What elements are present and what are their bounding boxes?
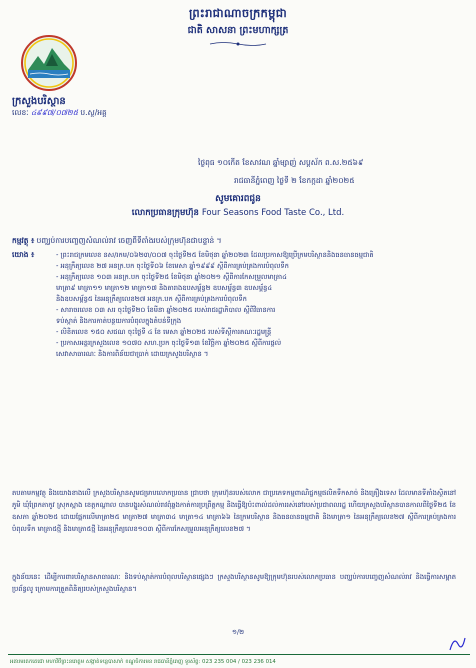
ministry-logo bbox=[20, 34, 78, 92]
reference-item: - ប្រកាសអន្តរក្រសួងលេខ ១០៧០ សហ.ប្រក ចុះថ្ងៃទី១៣ ខែវិច្ឆិកា ឆ្នាំ២០២៥ ស្តីពីការផ្តល់ bbox=[56, 339, 282, 347]
recipient bbox=[0, 208, 476, 220]
reference-item: មាត្រា៩ មាត្រា១១ មាត្រា១២ មាត្រា១៧ និងតារាងឧបសម្ព័ន្ធ២ ឧបសម្ព័ន្ធ៣ ឧបសម្ព័ន្ធ៤ bbox=[56, 284, 273, 292]
footer-divider bbox=[8, 654, 470, 655]
ref-handwritten: ៤៩៩៧/០៧២៥ bbox=[30, 108, 79, 117]
reference-item: និងឧបសម្ព័ន្ធ៥ នៃអនុក្រឹត្យលេខ២៧ អនក្រ.បក ស្តីពីការគ្រប់គ្រងការបំពុលទឹក bbox=[56, 295, 247, 303]
handwritten-initial bbox=[446, 632, 468, 656]
ornament-divider bbox=[208, 41, 268, 47]
reference-number bbox=[12, 108, 107, 119]
solar-date: រាជធានីភ្នំពេញ ថ្ងៃទី ២ ខែកក្កដា ឆ្នាំ២០២៥ bbox=[234, 176, 355, 185]
recipient-title: លោកប្រធានក្រុមហ៊ុន bbox=[131, 208, 199, 218]
reference-item: ទប់ស្កាត់ និងការកាត់បន្ថយការបំពុលក្នុងតំបន់ទីក្រុង bbox=[56, 317, 182, 325]
reference-item: - លិខិតលេខ ១៥០ សជណ ចុះថ្ងៃទី ៤ ខែ មេសា ឆ្នាំ២០២៥ របស់ទីស្តីការគណៈរដ្ឋមន្ត្រី bbox=[56, 328, 272, 336]
ref-suffix: ប.ស្ថ/អគ្គ bbox=[80, 108, 107, 117]
footer-address: អគារមរតកតេជោ មហាវិថីព្រះនរោត្តម សង្កាត់ទន្លេបាសាក់ ខណ្ឌចំការមន រាជធានីភ្នំពេញ ទូរស័ព្ទ: 023 235 004 / 023 236 014 bbox=[10, 659, 276, 665]
reference-item: - អនុក្រឹត្យលេខ ២៧ អនក្រ.បក ចុះថ្ងៃទី០៦ ខែមេសា ឆ្នាំ១៩៩៩ ស្តីពីការគ្រប់គ្រងការបំពុលទឹក bbox=[56, 262, 289, 270]
subject-text: បញ្ឈប់ការបញ្ចេញសំណល់រាវ ចេញពីទីតាំងរបស់ក្រុមហ៊ុនជាបន្ទាន់ ។ bbox=[36, 236, 222, 245]
ref-prefix: លេខៈ bbox=[12, 108, 29, 117]
page-number: ១/២ bbox=[231, 628, 245, 636]
reference-item: - អនុក្រឹត្យលេខ ១០៣ អនក្រ.បក ចុះថ្ងៃទី២៥ ខែមិថុនា ឆ្នាំ២០២១ ស្តីពីការកែសម្រួលមាត្រា៤ bbox=[56, 273, 287, 281]
subject-line bbox=[12, 236, 452, 247]
subject-label: កម្មវត្ថុ ៖ bbox=[12, 236, 35, 245]
kingdom-header: ព្រះរាជាណាចក្រកម្ពុជា bbox=[189, 6, 287, 20]
reference-item: - សារាចរលេខ ០៣ សរ ចុះថ្ងៃទី២០ ខែមីនា ឆ្នាំ២០២៥ របស់រាជរដ្ឋាភិបាល ស្តីពីវិធានការ bbox=[56, 306, 276, 314]
ministry-name: ក្រសួងបរិស្ថាន bbox=[12, 96, 66, 107]
body-paragraph-2: ក្នុងន័យនេះ ដើម្បីការពារបរិស្ថានសាធារណៈ និងទប់ស្កាត់ការបំពុលបរិស្ថានផ្សេងៗ ក្រសួងបរិស្ថានសូមឱ្យក្រុមហ៊ុនរបស់លោកប្រធាន បញ្ឈប់ការបញ្ចេញសំណល់រាវ និងធ្វើការសម្អាតប្រព័ន្ធលូ ក្រោមការត្រួតពិនិត្យរបស់ក្រសួងបរិស្ថាន។ bbox=[12, 573, 456, 593]
lunar-date: ថ្ងៃពុធ ១០កើត ខែសាវណ ឆ្នាំម្សាញ់ សប្តស័ក ព.ស.២៥៦៩ bbox=[198, 158, 364, 167]
body-paragraph-1: តបតាមកម្មវត្ថុ និងយោងខាងលើ ក្រសួងបរិស្ថានសូមជម្រាបលោកប្រធាន ជ្រាបថា ក្រុមហ៊ុនរបស់លោក ជាប្រភេទកម្មពាណិជ្ជកម្មផលិតទឹកសាច់ និងគ្រឿងទេស ដែលមានទីតាំងស្ថិតនៅភូមិ ឃុំព្រែកតាកូវ ស្រុកស្អាង ខេត្តកណ្តាល បានបង្ហូរសំណល់រាវពុំឆ្លងកាត់ការប្រព្រឹត្តកម្ម និងធ្វើឱ្យប៉ះពាល់ដល់ការរស់នៅរបស់ប្រជាពលរដ្ឋ ហើយក្រសួងបរិស្ថានបានកាលពីថ្ងៃទី២៥ ខែឧសភា ឆ្នាំ២០២៥ ដោយផ្អែកលើមាត្រា២៥ មាត្រា២៧ មាត្រា៣៤ មាត្រា១៤ មាត្រា៦៦ នៃក្រមបរិស្ថាន និងធនធានធម្មជាតិ និងមាត្រា១ នៃអនុក្រឹត្យលេខ២៧ ស្តីពីការគ្រប់គ្រងការបំពុលទឹក មាត្រា៥ថ្មី និងមាត្រា៥ថ្មី នៃអនុក្រឹត្យលេខ១០៣ ស្តីពីការកែសម្រួលអនុក្រឹត្យលេខ២៧ ។ bbox=[12, 489, 456, 533]
references-label: យោង ៖ bbox=[12, 250, 35, 259]
references-list bbox=[56, 250, 464, 360]
salutation: សូមគោរពជូន bbox=[215, 194, 261, 204]
national-motto: ជាតិ សាសនា ព្រះមហាក្សត្រ bbox=[187, 25, 289, 36]
recipient-company: Four Seasons Food Taste Co., Ltd. bbox=[201, 208, 345, 218]
reference-item: សេវាសាធារណៈ និងការពិន័យជាប្រាក់ ដោយក្រសួងបរិស្ថាន ។ bbox=[56, 350, 209, 358]
reference-item: - ព្រះរាជក្រមលេខ នស/រកម/០៦២៣/០០៧ ចុះថ្ងៃទី២៥ ខែមិថុនា ឆ្នាំ២០២៣ ដែលប្រកាសឱ្យប្រើក្រមបរិស្ថាននិងធនធានធម្មជាតិ bbox=[56, 251, 374, 259]
